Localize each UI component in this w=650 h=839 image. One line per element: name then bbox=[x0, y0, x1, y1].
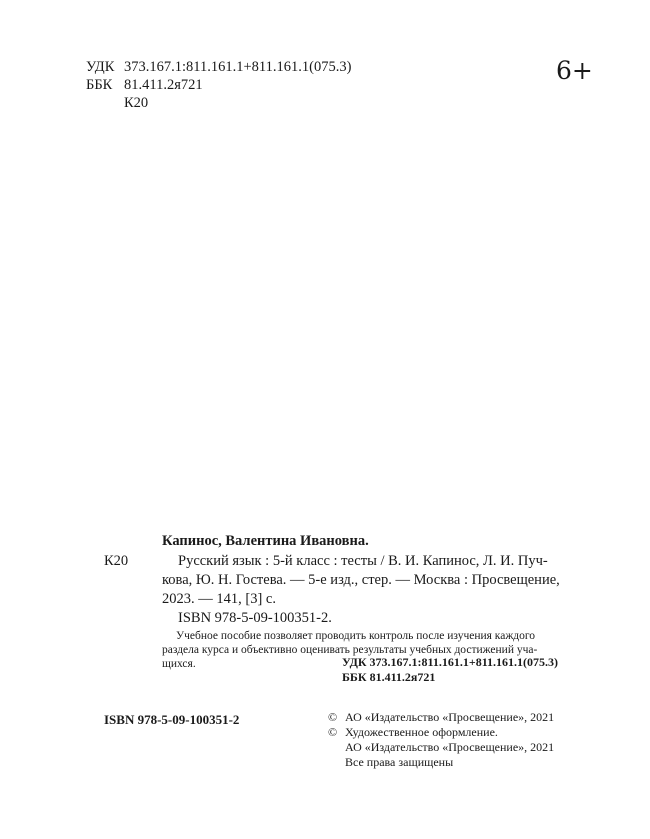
description-line: кова, Ю. Н. Гостева. — 5-е изд., стер. — Москва : Просвещение, bbox=[162, 572, 560, 588]
bibliographic-description bbox=[162, 552, 560, 609]
card-bbk: ББК 81.411.2я721 bbox=[342, 670, 436, 684]
copyright-block bbox=[328, 710, 554, 770]
footer-isbn: ISBN 978-5-09-100351-2 bbox=[104, 712, 240, 727]
description-line: Русский язык : 5-й класс : тесты / В. И. Капинос, Л. И. Пуч- bbox=[178, 553, 548, 569]
annotation-line: щихся. bbox=[162, 658, 196, 670]
bbk-label: ББК bbox=[86, 77, 113, 93]
author-mark: К20 bbox=[124, 95, 149, 111]
annotation-line: Учебное пособие позволяет проводить контроль после изучения каждого bbox=[176, 630, 536, 642]
copyright-line: АО «Издательство «Просвещение», 2021 bbox=[345, 740, 555, 754]
card-isbn: ISBN 978-5-09-100351-2. bbox=[178, 610, 332, 626]
udk-label: УДК bbox=[86, 59, 115, 75]
card-udk: УДК 373.167.1:811.161.1+811.161.1(075.3) bbox=[342, 655, 559, 669]
bbk-value: 81.411.2я721 bbox=[124, 77, 203, 93]
annotation-line: раздела курса и объективно оценивать результаты учебных достижений уча- bbox=[162, 644, 538, 656]
copyright-symbol: © bbox=[328, 725, 338, 739]
copyright-line: АО «Издательство «Просвещение», 2021 bbox=[345, 710, 555, 724]
copyright-symbol: © bbox=[328, 710, 338, 724]
author-heading: Капинос, Валентина Ивановна. bbox=[162, 533, 369, 549]
age-rating: 6+ bbox=[556, 56, 593, 85]
copyright-line: Художественное оформление. bbox=[345, 725, 498, 739]
udk-line bbox=[86, 58, 351, 76]
copyright-line: Все права защищены bbox=[345, 755, 454, 769]
bbk-line bbox=[86, 76, 203, 94]
card-author-mark: К20 bbox=[104, 553, 129, 569]
udk-value: 373.167.1:811.161.1+811.161.1(075.3) bbox=[124, 59, 352, 75]
description-line: 2023. — 141, [3] с. bbox=[162, 591, 276, 607]
